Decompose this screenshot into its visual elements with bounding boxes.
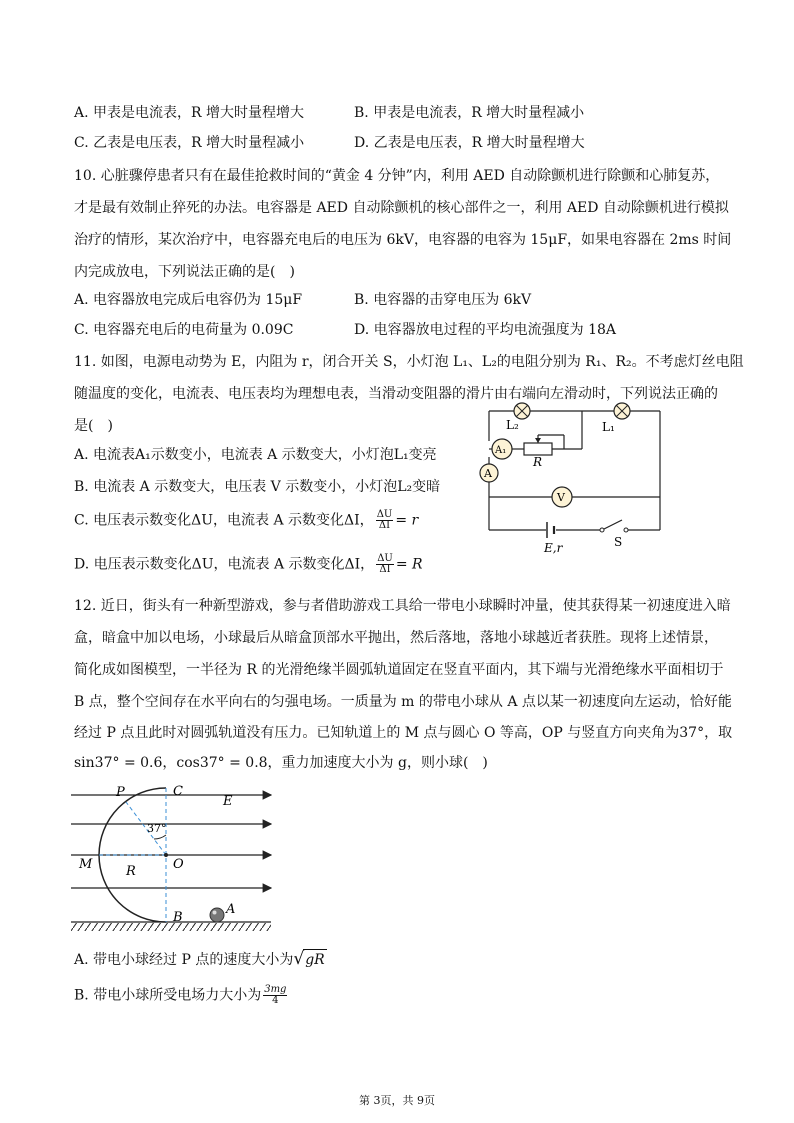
q9-option-d: D. 乙表是电压表，R 增大时量程增大 <box>354 135 585 151</box>
q9-option-c: C. 乙表是电压表，R 增大时量程减小 <box>74 135 305 151</box>
q11-option-c-rhs: = r <box>395 512 419 529</box>
label-p: P <box>116 785 125 800</box>
q11-stem-line1: 11. 如图，电源电动势为 E，内阻为 r，闭合开关 S，小灯泡 L₁、L₂的电阻分别为 R₁、R₂。不考虑灯丝电阻 <box>74 354 744 370</box>
q9-option-a: A. 甲表是电流表，R 增大时量程增大 <box>74 105 305 121</box>
q12-option-a-radicand: gR <box>303 949 327 970</box>
q11-option-d-fraction <box>376 554 394 575</box>
label-r-track: R <box>126 864 136 879</box>
q12-option-b-fraction <box>263 985 287 1006</box>
q11-option-d-numerator: ΔU <box>377 553 393 564</box>
q10-option-b: B. 电容器的击穿电压为 6kV <box>354 292 532 308</box>
q12-option-b-numerator: 3mg <box>264 984 287 995</box>
q12-stem-line6: sin37° = 0.6，cos37° = 0.8，重力加速度大小为 g，则小球( ) <box>74 755 488 771</box>
q11-stem-line3: 是( ) <box>74 418 113 434</box>
q11-option-d <box>74 554 423 575</box>
q12-stem-line2: 盒，暗盒中加以电场，小球最后从暗盒顶部水平抛出，然后落地，落地小球越近者获胜。现将上述情景， <box>74 630 718 646</box>
q10-stem-line3: 治疗的情形，某次治疗中，电容器充电后的电压为 6kV，电容器的电容为 15μF，如果电容器在 2ms 时间 <box>74 232 732 248</box>
q11-option-d-rhs: = R <box>395 556 423 573</box>
page-footer: 第 3页，共 9页 <box>359 1094 435 1107</box>
q12-stem-line1: 12. 近日，街头有一种新型游戏，参与者借助游戏工具给一带电小球瞬时冲量，使其获得某一初速度进入暗 <box>74 598 731 614</box>
q11-option-b: B. 电流表 A 示数变大，电压表 V 示数变小，小灯泡L₂变暗 <box>74 479 441 495</box>
ball-icon <box>210 908 224 922</box>
q10-stem-line4: 内完成放电，下列说法正确的是( ) <box>74 264 295 280</box>
label-a-point: A <box>226 902 236 917</box>
label-r: R <box>533 455 543 469</box>
label-angle: 37° <box>147 822 167 835</box>
q12-option-b-denominator: 4 <box>272 995 279 1006</box>
label-a: A <box>484 467 492 480</box>
q11-option-d-denominator: ΔI <box>379 564 391 575</box>
label-e: E <box>223 794 233 809</box>
sqrt-sign: √ <box>293 949 305 969</box>
label-c: C <box>173 784 183 799</box>
q10-option-c: C. 电容器充电后的电荷量为 0.09C <box>74 322 294 338</box>
q11-option-a: A. 电流表A₁示数变小，电流表 A 示数变大，小灯泡L₁变亮 <box>74 447 437 463</box>
q12-option-b <box>74 985 289 1006</box>
q12-option-a <box>74 949 327 970</box>
lamp-l2-icon <box>514 403 530 419</box>
q12-option-a-text: A. 带电小球经过 P 点的速度大小为 <box>74 952 294 968</box>
label-o: O <box>173 857 184 872</box>
label-l2: L₂ <box>506 418 519 432</box>
q11-option-c-denominator: ΔI <box>378 520 391 531</box>
q10-stem-line1: 10. 心脏骤停患者只有在最佳抢救时间的“黄金 4 分钟”内，利用 AED 自动除颤机进行除颤和心肺复苏， <box>74 168 720 184</box>
track-diagram <box>66 778 276 938</box>
label-v: V <box>557 491 565 504</box>
q11-option-c <box>74 510 418 531</box>
label-l1: L₁ <box>602 420 615 434</box>
q11-option-c-numerator: ΔU <box>376 509 393 520</box>
q10-option-d: D. 电容器放电过程的平均电流强度为 18A <box>354 322 617 338</box>
q12-stem-line5: 经过 P 点且此时对圆弧轨道没有压力。已知轨道上的 M 点与圆心 O 等高，OP 与竖直方向夹角为37°，取 <box>74 725 733 741</box>
label-m: M <box>79 857 93 872</box>
q11-option-d-text: D. 电压表示数变化ΔU，电流表 A 示数变化ΔI， <box>74 556 375 573</box>
circuit-diagram <box>474 400 674 560</box>
q11-stem-line2: 随温度的变化，电流表、电压表均为理想电表，当滑动变阻器的滑片由右端向左滑动时，下列说法正确的 <box>74 386 718 402</box>
label-b: B <box>173 910 183 925</box>
q10-option-a: A. 电容器放电完成后电容仍为 15μF <box>74 292 303 308</box>
label-er: E,r <box>544 541 563 555</box>
q12-stem-line3: 简化成如图模型，一半径为 R 的光滑绝缘半圆弧轨道固定在竖直平面内，其下端与光滑绝缘水平面相切于 <box>74 662 724 678</box>
q12-stem-line4: B 点，整个空间存在水平向右的匀强电场。一质量为 m 的带电小球从 A 点以某一初速度向左运动，恰好能 <box>74 694 732 710</box>
label-s: S <box>614 535 623 549</box>
q11-option-c-fraction <box>376 510 394 531</box>
q11-option-c-text: C. 电压表示数变化ΔU，电流表 A 示数变化ΔI， <box>74 512 374 529</box>
q9-option-b: B. 甲表是电流表，R 增大时量程减小 <box>354 105 585 121</box>
q12-option-b-text: B. 带电小球所受电场力大小为 <box>74 987 262 1004</box>
q10-stem-line2: 才是最有效制止猝死的办法。电容器是 AED 自动除颤机的核心部件之一，利用 AED 自动除颤机进行模拟 <box>74 200 729 216</box>
label-a1: A₁ <box>495 445 507 456</box>
lamp-l1-icon <box>614 403 630 419</box>
